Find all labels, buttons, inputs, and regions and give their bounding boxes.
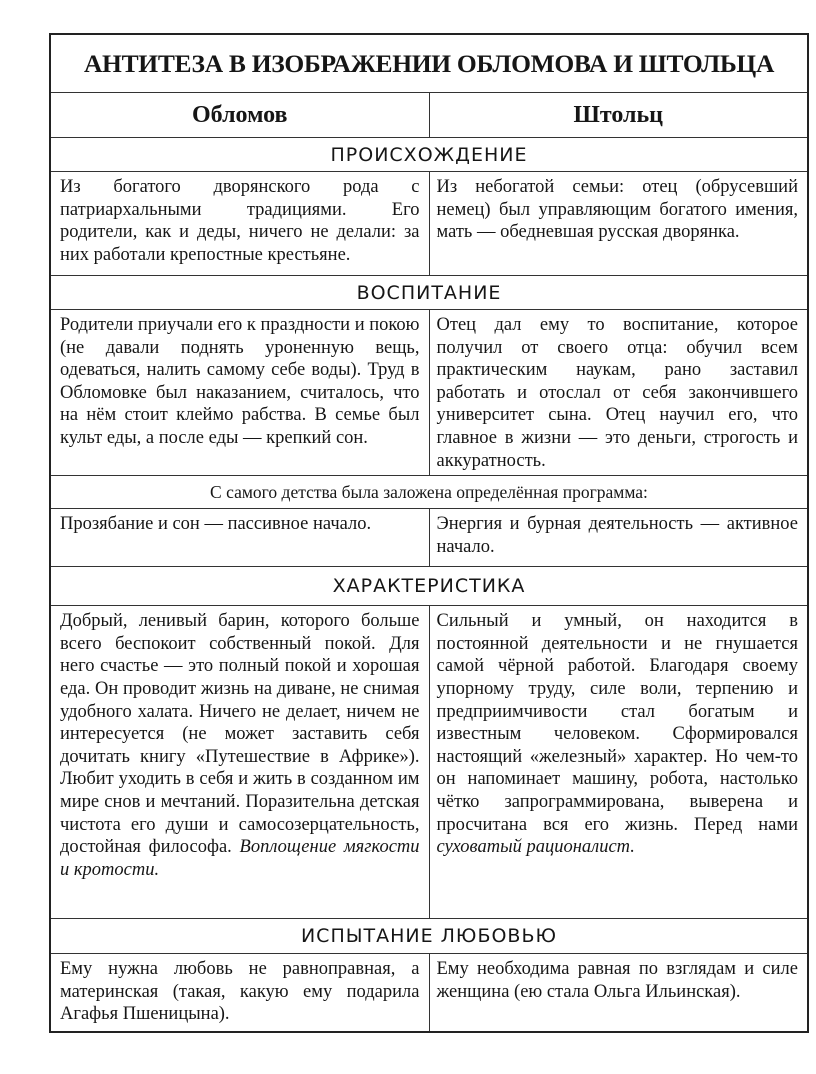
content-row-upbringing: [50, 310, 808, 476]
antithesis-table: [49, 33, 809, 1033]
oblomov-program-text: Прозябание и сон — пассивное начало.: [50, 509, 429, 567]
stolz-upbringing-text: Отец дал ему то воспитание, которое получил от своего отца: обучил всем практическим наукам, рано заставил работать и отослал от себя закончившего университет сына. Отец научил его, что главное в жизни — это деньги, строгость и аккуратность.: [429, 310, 808, 476]
content-row-program: [50, 509, 808, 567]
stolz-character-body: Сильный и умный, он находится в постоянной деятельности и не гнушается самой чёрной работой. Благодаря своему упорному труду, силе воли, терпению и предприимчивости стал богатым и известным человеком. Сформировался настоящий «железный» характер. Но чем-то он напоминает машину, робота, настолько чётко запрограммирована, выверена и просчитана вся его жизнь. Перед нами: [436, 611, 798, 835]
oblomov-character-body: Добрый, ленивый барин, которого больше всего беспокоит собственный покой. Для него счастье — это полный покой и хорошая еда. Он проводит жизнь на диване, не снимая удобного халата. Ничего не делает, ничем не интересуется (не может заставить себя дочитать книгу «Путешествие в Африке»). Любит уходить в себя и жить в созданном им мире снов и мечтаний. Поразительна детская чистота его души и самосозерцательность, достойная философа.: [60, 611, 420, 858]
column-header-stolz: Штольц: [429, 93, 808, 138]
oblomov-origin-text: Из богатого дворянского рода с патриархальными традициями. Его родители, как и деды, ничего не делали: за них работали крепостные крестьяне.: [50, 172, 429, 276]
table-title: АНТИТЕЗА В ИЗОБРАЖЕНИИ ОБЛОМОВА И ШТОЛЬЦА: [50, 34, 808, 93]
stolz-origin-text: Из небогатой семьи: отец (обрусевший немец) был управляющим богатого имения, мать — обедневшая русская дворянка.: [429, 172, 808, 276]
oblomov-character-text: [50, 606, 429, 919]
section-heading-origin: ПРОИСХОЖДЕНИЕ: [50, 138, 808, 172]
section-heading-character: ХАРАКТЕРИСТИКА: [50, 567, 808, 606]
stolz-character-text: [429, 606, 808, 919]
section-row-upbringing: [50, 276, 808, 310]
title-row: [50, 34, 808, 93]
content-row-character: [50, 606, 808, 919]
stolz-program-text: Энергия и бурная деятельность — активное начало.: [429, 509, 808, 567]
content-row-origin: [50, 172, 808, 276]
section-heading-love: ИСПЫТАНИЕ ЛЮБОВЬЮ: [50, 919, 808, 954]
program-caption: С самого детства была заложена определённая программа:: [50, 476, 808, 509]
section-row-love: [50, 919, 808, 954]
oblomov-character-emphasis: Воплощение мягкости и кротости.: [60, 837, 420, 880]
stolz-character-emphasis: суховатый рационалист.: [436, 837, 635, 858]
oblomov-upbringing-text: Родители приучали его к праздности и покою (не давали поднять уроненную вещь, одеваться, налить самому себе воды). Труд в Обломовке был наказанием, считалось, что на нём стоит клеймо рабства. В семье был культ еды, а после еды — крепкий сон.: [50, 310, 429, 476]
program-caption-row: [50, 476, 808, 509]
section-row-origin: [50, 138, 808, 172]
column-header-row: [50, 93, 808, 138]
stolz-love-text: Ему необходима равная по взглядам и силе женщина (ею стала Ольга Ильинская).: [429, 954, 808, 1033]
oblomov-love-text: Ему нужна любовь не равноправная, а материнская (такая, какую ему подарила Агафья Пшеницына).: [50, 954, 429, 1033]
section-row-character: [50, 567, 808, 606]
section-heading-upbringing: ВОСПИТАНИЕ: [50, 276, 808, 310]
content-row-love: [50, 954, 808, 1033]
column-header-oblomov: Обломов: [50, 93, 429, 138]
